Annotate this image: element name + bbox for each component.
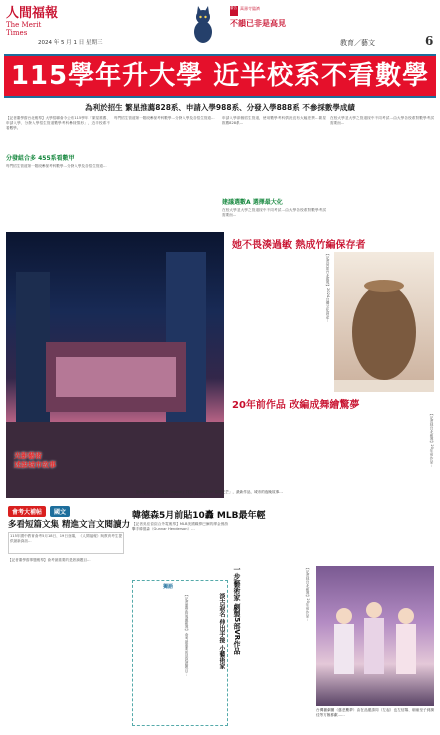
lead-article-col1: 【記者董學蔚台北報導】大學招聯會今公布115學年「繁星推薦、申請入學、分發入學招生管道數學考科參採情形」，近半校系不看數學。 [6,116,110,130]
exam-title: 多看短篇文集 精進文言文閱讀力 [8,520,130,530]
masthead-english: The Merit Times [6,21,42,37]
lead-article-col3b: 在校大學並大學之管道採中不同考試…由大學各校系對數學考試需要而… [222,208,326,217]
cat-illustration [190,4,216,44]
art-article-text-2: 【記者林台北報導】20年前作品… [430,412,434,467]
photo-caption-right: 影像藝術家「黃夏恩 Fassiko」打造「LIGHT UP 舊時光芒」，最新作品，城市的夜晚故事… [136,490,283,494]
lead-subtitle-1: 分發組合多 455系看數甲 [6,155,75,162]
vr-article-title: 一步藝術家 劇製5部VR作品 [233,566,241,655]
photo-caption-left: 光影藝術 述說城市故事 [14,452,56,469]
art-article-photo [334,252,434,392]
vr-article-text: 【記者林台北報導】20年前作品… [306,566,310,621]
art-article-title-2: 20年前作品 改編成舞繪驚夢 [232,400,360,411]
exam-body: 【記者董學蔚專題報導】會考最重要的是熟讀題目… [8,558,91,562]
baseball-text: 【記者吳佳晉綜合外電報導】MLB美國職棒巴爾的摩金鶯游擊手韓德森（Gunnar Henderson）… [132,522,228,531]
art-article-title: 她不畏湊過敏 熱成竹編保存者 [232,240,366,251]
column-text: 【記者董學蔚專題報導】會考最重要的是熟讀題目… [185,593,189,676]
subheadline: 為利於招生 繁星推薦828系、申請入學988系、分發入學888系 不參採數學成績 [85,103,355,112]
headline: 115學年升大學 近半校系不看數學 [10,61,430,91]
baseball-title: 韓德森5月前貼10轟 MLB最年輕 [132,511,266,521]
lead-article-col3: 申請入學兩個招生管道，使用數學考科情況沒有大幅差異…繁星推薦828系… [222,116,326,125]
lead-article-col1b: 每門招生管道第一階段參採考科數學…分發入學及各招生管道… [6,164,107,168]
section-label: 教育／藝文 [340,39,375,47]
column-label: 獨語 [163,584,174,590]
column-box [132,580,228,726]
page-number: 6 [425,34,434,48]
headline-banner [4,54,436,98]
art-article-text: 【記者何如台北報導】2024台灣文化資產… [326,252,330,323]
exam-subject-tag: 國文 [50,506,70,517]
stage-photo [316,566,434,706]
lead-article-col4: 在校大學並大學之管道採中不同考試…由大學各校系對數學考試需要而… [330,116,434,125]
lead-article-col2: 每門招生管道第一階段參採考科數學…分發入學及各招生管道… [114,116,215,120]
exam-intro: 115年國中教育會考5月18日、19日登場，《人間福報》與教育考生提供最新資訊… [8,532,124,554]
main-photo [6,232,224,498]
masthead-logo [6,6,64,37]
lead-subtitle-2: 建議選數A 選擇最大化 [222,199,283,206]
ad-small-text: 萬壽寺臨濟 [240,6,260,11]
issue-date: 2024 年 5 月 1 日 星期三 [38,40,103,46]
column-title: 淡古寂名 伸出手接 小藝術家 [218,593,225,670]
exam-tag: 會考大補帖 [8,506,46,517]
photo-credit-bottom: 台灣播劇團（慈悲驚夢）由在品邀請同（左起）也左信陽、朝童至子到謝佳等方飯都獻…… [316,708,434,717]
masthead-name: 人間福報 [6,6,59,21]
ad-title: 不韻已非是高見 [230,19,286,28]
ad-tag: 廣告 [230,6,238,16]
